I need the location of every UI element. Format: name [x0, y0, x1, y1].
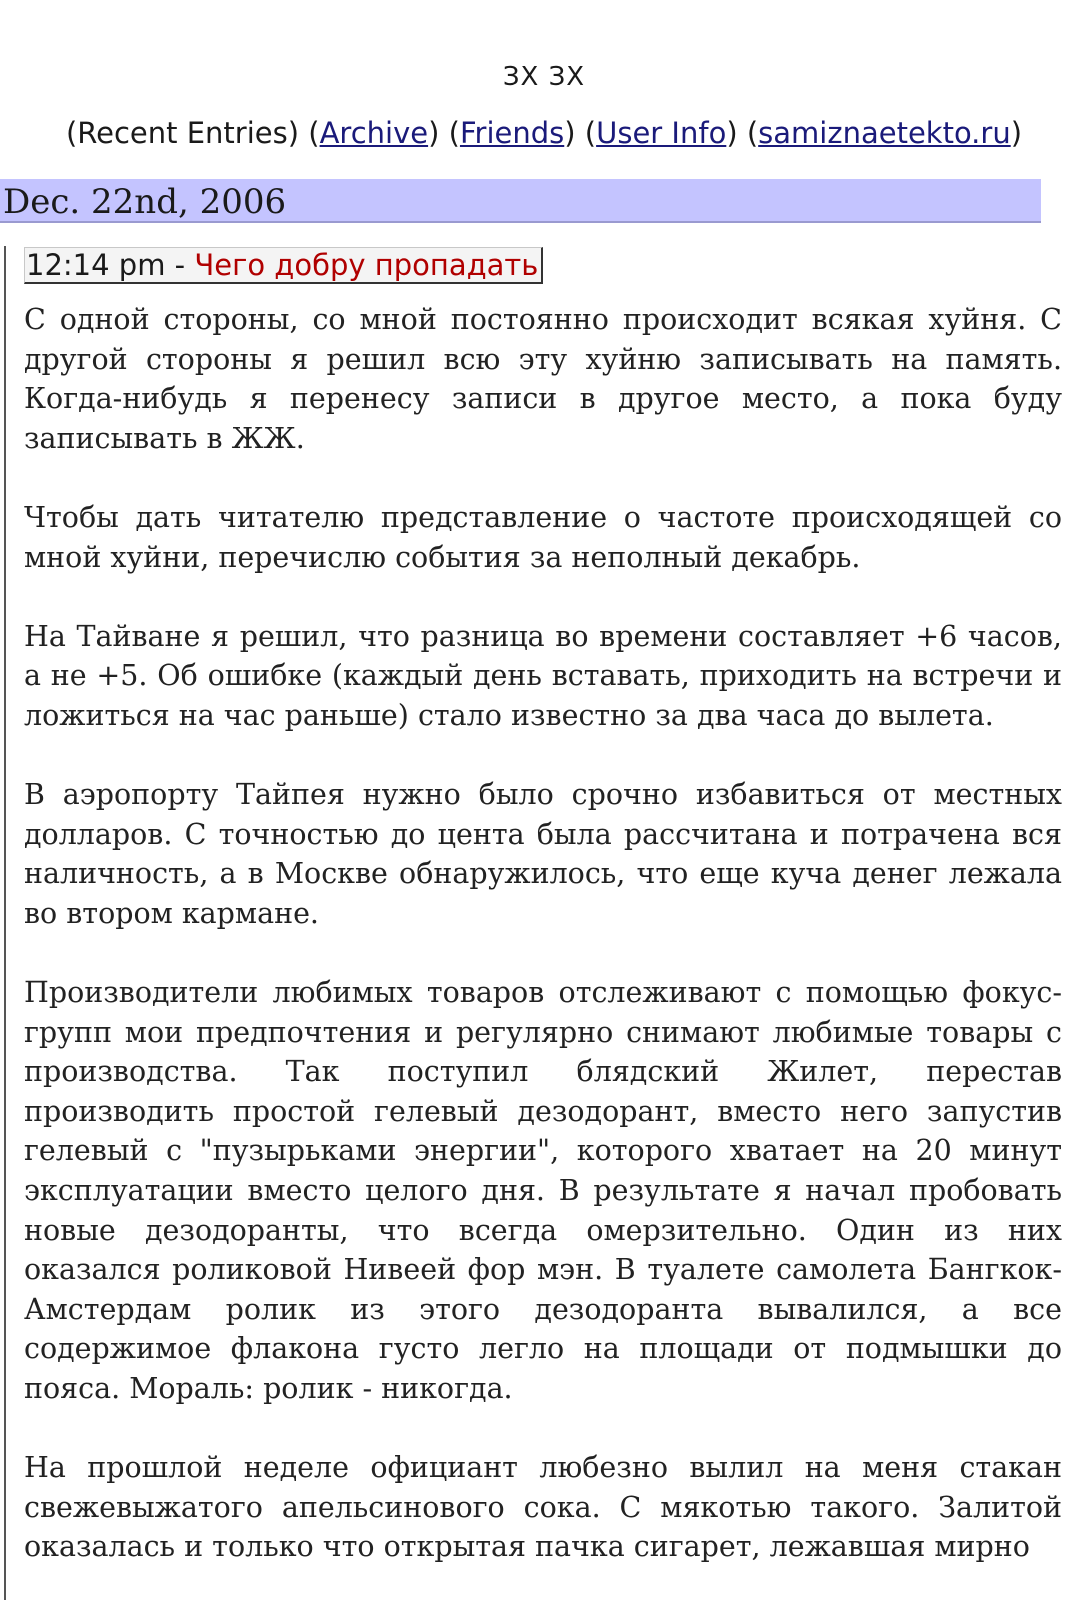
entry-paragraph: Чтобы дать читателю представление о частоте происходящей со мной хуйни, перечислю события за неполный декабрь.	[24, 500, 1062, 574]
entry-paragraph: На прошлой неделе официант любезно вылил на меня стакан свежевыжатого апельсинового сока. С мякотью такого. Залитой оказалась и только что открытая пачка сигарет, лежавшая мирно	[24, 1451, 1062, 1564]
entry-paragraph: Производители любимых товаров отслеживают с помощью фокус-групп мои предпочтения и регулярно снимают любимые товары с производства. Так поступил блядский Жилет, перестав производить простой гелевый дезодорант, вместо него запустив гелевый с "пузырьками энергии", которого хватает на 20 минут эксплуатации вместо целого дня. В результате я начал пробовать новые дезодоранты, что всегда омерзительно. Один из них оказался роликовой Нивеей фор мэн. В туалете самолета Бангкок-Амстердам ролик из этого дезодоранта вывалился, а все содержимое флакона густо легло на площади от подмышки до пояса. Мораль: ролик - никогда.	[24, 976, 1062, 1406]
nav-user-info-link[interactable]: User Info	[596, 116, 727, 150]
entry-subject: Чего добру пропадать	[194, 248, 539, 282]
nav-website-link[interactable]: samiznaetekto.ru	[758, 116, 1011, 150]
journal-title: ЗХ ЗХ	[502, 62, 586, 92]
nav-friends-link[interactable]: Friends	[459, 116, 565, 150]
entry-paragraph: В аэропорту Тайпея нужно было срочно избавиться от местных долларов. С точностью до цента была рассчитана и потрачена вся наличность, а в Москве обнаружилось, что еще куча денег лежала во втором кармане.	[24, 778, 1062, 930]
entry-paragraph: С одной стороны, со мной постоянно происходит всякая хуйня. С другой стороны я решил всю эту хуйню записывать на память. Когда-нибудь я перенесу записи в другое место, а пока буду записывать в ЖЖ.	[24, 303, 1062, 455]
entry-separator: -	[165, 248, 195, 282]
entry-time: 12:14 pm	[26, 248, 166, 282]
nav-archive-link[interactable]: Archive	[319, 116, 429, 150]
entry-paragraph: На Тайване я решил, что разница во времени составляет +6 часов, а не +5. Об ошибке (каждый день вставать, приходить на встречи и ложиться на час раньше) стало известно за два часа до вылета.	[24, 619, 1062, 732]
entry-left-border	[4, 246, 6, 1600]
entry-body	[24, 300, 1062, 1607]
nav-recent-entries: Recent Entries	[77, 116, 288, 150]
entry-date-header: Dec. 22nd, 2006	[0, 179, 1041, 223]
journal-nav: (Recent Entries) (Archive) (Friends) (User Info) (samiznaetekto.ru)	[65, 116, 1023, 150]
entry-header	[24, 247, 543, 284]
